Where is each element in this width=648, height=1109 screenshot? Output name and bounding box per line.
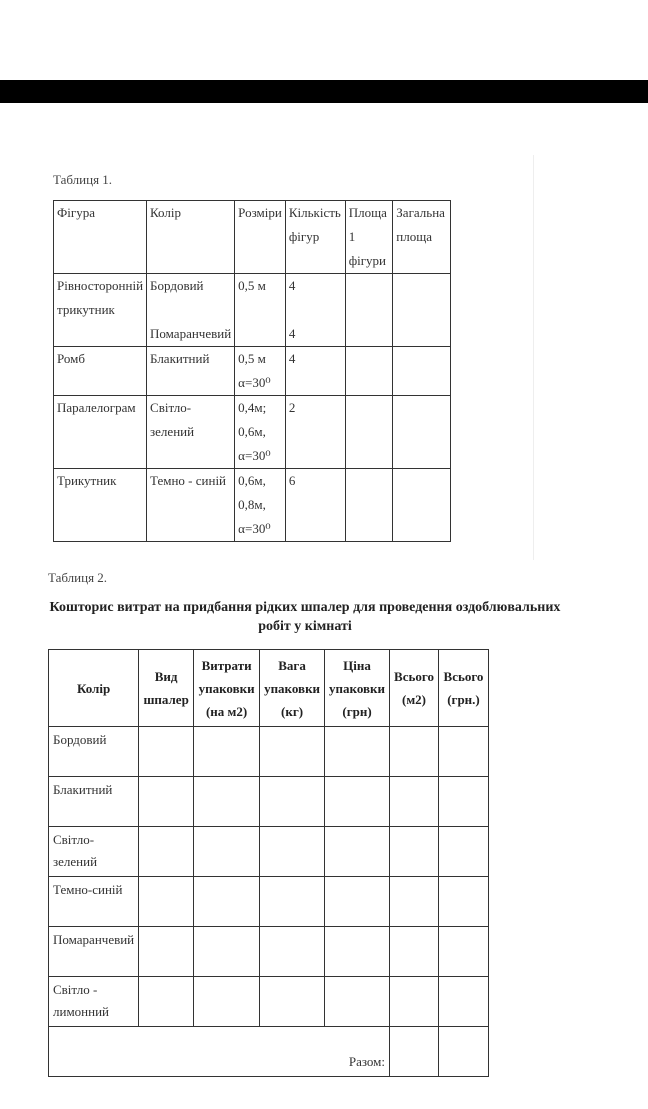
t1-cell-count: 6 [285, 469, 345, 542]
t2-cell[interactable] [194, 827, 260, 877]
t2-cell[interactable] [390, 877, 439, 927]
t2-header-consumption: Витрати упаковки (на м2) [194, 650, 260, 727]
top-black-bar [0, 80, 648, 103]
t1-cell-area1[interactable] [345, 469, 393, 542]
table-row [54, 469, 451, 542]
t2-cell[interactable] [325, 777, 390, 827]
t2-header-total-m2: Всього (м2) [390, 650, 439, 727]
t2-cell[interactable] [438, 827, 488, 877]
t2-cell[interactable] [325, 977, 390, 1027]
t1-cell-color: Блакитний [147, 347, 235, 396]
t1-cell-area1[interactable] [345, 274, 393, 347]
figures-table [53, 200, 451, 542]
t2-row-color: Блакитний [49, 777, 139, 827]
t1-cell-size: 0,4м; 0,6м, α=30⁰ [235, 396, 286, 469]
t2-cell[interactable] [438, 777, 488, 827]
t2-cell[interactable] [194, 877, 260, 927]
table-row [49, 877, 489, 927]
t2-cell[interactable] [325, 827, 390, 877]
wallpaper-cost-table [48, 649, 489, 1077]
t1-cell-area1[interactable] [345, 347, 393, 396]
t2-cell[interactable] [139, 777, 194, 827]
t2-cell[interactable] [260, 927, 325, 977]
t1-cell-total[interactable] [393, 274, 451, 347]
t2-row-color: Темно-синій [49, 877, 139, 927]
t2-cell[interactable] [390, 977, 439, 1027]
t1-header-area1: Площа 1 фігури [345, 201, 393, 274]
t2-cell[interactable] [260, 827, 325, 877]
t2-header-color: Колір [49, 650, 139, 727]
t1-cell-size: 0,5 м [235, 274, 286, 347]
t2-cell[interactable] [390, 777, 439, 827]
t2-cell[interactable] [139, 877, 194, 927]
t2-cell[interactable] [325, 877, 390, 927]
t2-cell[interactable] [194, 727, 260, 777]
t1-cell-figure: Трикутник [54, 469, 147, 542]
t2-cell[interactable] [325, 927, 390, 977]
table2-total-row [49, 1027, 489, 1077]
t2-cell[interactable] [139, 827, 194, 877]
t2-header-price: Ціна упаковки (грн) [325, 650, 390, 727]
t2-row-color: Світло - лимонний [49, 977, 139, 1027]
t2-header-wallpaper-type: Вид шпалер [139, 650, 194, 727]
total-label: Разом: [49, 1027, 390, 1077]
t1-cell-figure: Ромб [54, 347, 147, 396]
table-row [54, 347, 451, 396]
t2-cell[interactable] [260, 977, 325, 1027]
t1-cell-area1[interactable] [345, 396, 393, 469]
t2-row-color: Помаранчевий [49, 927, 139, 977]
t2-cell[interactable] [438, 927, 488, 977]
t1-cell-total[interactable] [393, 347, 451, 396]
t2-cell[interactable] [390, 827, 439, 877]
table-row [49, 927, 489, 977]
table1-caption: Таблиця 1. [53, 172, 113, 187]
t2-cell[interactable] [325, 727, 390, 777]
t1-cell-size: 0,5 м α=30⁰ [235, 347, 286, 396]
table1-header-row [54, 201, 451, 274]
t2-cell[interactable] [438, 877, 488, 927]
t2-cell[interactable] [390, 727, 439, 777]
t1-cell-color: Бордовий Помаранчевий [147, 274, 235, 347]
t2-cell[interactable] [260, 727, 325, 777]
t2-header-total-uah: Всього (грн.) [438, 650, 488, 727]
t2-cell[interactable] [139, 927, 194, 977]
table-row [49, 727, 489, 777]
table-row [54, 274, 451, 347]
t2-cell[interactable] [438, 977, 488, 1027]
t2-cell[interactable] [194, 977, 260, 1027]
page-edge-line [533, 155, 534, 560]
t2-cell[interactable] [438, 727, 488, 777]
t1-cell-count: 4 [285, 347, 345, 396]
t1-header-total-area: Загальна площа [393, 201, 451, 274]
t2-total-uah-cell[interactable] [438, 1027, 488, 1077]
t2-total-m2-cell[interactable] [390, 1027, 439, 1077]
table-row [54, 396, 451, 469]
t1-header-color: Колір [147, 201, 235, 274]
t1-header-count: Кількість фігур [285, 201, 345, 274]
t1-header-figure: Фігура [54, 201, 147, 274]
t1-cell-count: 2 [285, 396, 345, 469]
t2-cell[interactable] [260, 777, 325, 827]
t1-cell-color: Темно - синій [147, 469, 235, 542]
table-row [49, 827, 489, 877]
t1-cell-total[interactable] [393, 396, 451, 469]
t2-row-color: Світло- зелений [49, 827, 139, 877]
t2-cell[interactable] [139, 727, 194, 777]
t2-row-color: Бордовий [49, 727, 139, 777]
t1-cell-count: 4 4 [285, 274, 345, 347]
t2-cell[interactable] [139, 977, 194, 1027]
table-row [49, 777, 489, 827]
t2-cell[interactable] [260, 877, 325, 927]
t2-header-weight: Вага упаковки (кг) [260, 650, 325, 727]
t1-cell-figure: Рівносторонній трикутник [54, 274, 147, 347]
table2-heading: Кошторис витрат на придбання рідких шпалер для проведення оздоблювальних робіт у кімнаті [49, 600, 561, 634]
t1-cell-figure: Паралелограм [54, 396, 147, 469]
t1-header-size: Розміри [235, 201, 286, 274]
t2-cell[interactable] [390, 927, 439, 977]
table2-caption: Таблиця 2. [48, 570, 108, 585]
t1-cell-size: 0,6м, 0,8м, α=30⁰ [235, 469, 286, 542]
t2-cell[interactable] [194, 777, 260, 827]
table2-header-row [49, 650, 489, 727]
t1-cell-color: Світло- зелений [147, 396, 235, 469]
table-row [49, 977, 489, 1027]
t2-cell[interactable] [194, 927, 260, 977]
t1-cell-total[interactable] [393, 469, 451, 542]
